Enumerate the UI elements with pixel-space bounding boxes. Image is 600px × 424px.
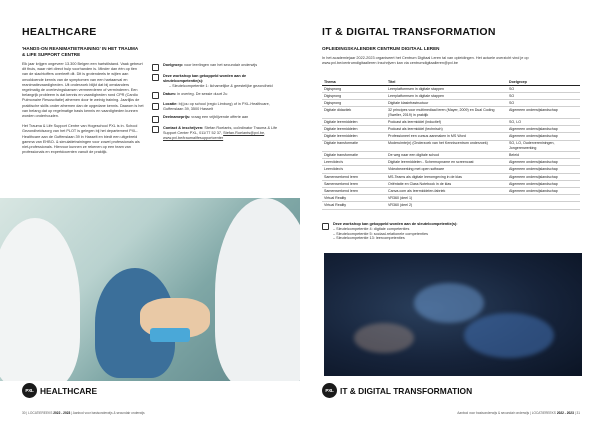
mail-icon — [152, 126, 159, 133]
paragraph-1: Elk jaar krijgen ongeveer 13.300 Belgen een hartstilstand. Vaak gebeurt dit thuis, waar niet direct hulp voorhanden is. Minder dan één op tien van de slachtoffers overleeft dit. Dit is grotendeels te wijten aan onvoldoende kennis van de symptomen van een hartaanval en reanimatievaardigheden. Uit onderzoek blijkt dat bij omstanders regelmatig de overlevingskansen vermeerderen of verminderen. Een belangrijk probleem is dat kennis en vaardigheden rond CPR (Cardio Pulmonaire Resuscitatie) afnemen door te weinig training. Jaarlijks de praktische skills onder afnemen dan de opgedane kennis. Daarom is het van belang dat op regelmatige basis kennis en vaardigheden kunnen worden onderhouden. — [22, 62, 144, 119]
calendar-subhead: OPLEIDINGSKALENDER CENTRUM DIGITAAL LEREN — [322, 46, 440, 51]
cell-doelgroep: SO — [507, 92, 580, 99]
cell-titel: MS-Teams als digitale leeromgeving in de klas — [386, 173, 507, 180]
people-icon — [152, 64, 159, 71]
competence-item: – Sleutelcompetentie 13: leercompetenties — [333, 236, 405, 241]
cpr-training-photo — [0, 198, 300, 381]
check-icon — [152, 74, 159, 81]
cell-thema: Digitale transformatie — [322, 140, 386, 152]
competence-item: – Sleutelcompetentie 5: sociaal-relationele competenties — [333, 231, 428, 236]
table-row — [322, 118, 580, 125]
table-row — [322, 126, 580, 133]
contact-email-link[interactable]: Stefan.Roelants@pxl.be — [223, 130, 265, 135]
cell-titel: Digitale leermiddelen - Schermopname en screencast — [386, 159, 507, 166]
table-row — [322, 173, 580, 180]
cell-doelgroep: Algemeen onderwijslandschap — [507, 180, 580, 187]
competence-item: – Sleutelcompetentie 4: digitale competenties — [333, 226, 410, 231]
cell-doelgroep: Algemeen onderwijslandschap — [507, 166, 580, 173]
cell-doelgroep: SO — [507, 100, 580, 107]
cell-titel: Leerplatformsen in digitale stappen — [386, 92, 507, 99]
table-row — [322, 159, 580, 166]
cell-thema: Virtual Reality — [322, 202, 386, 209]
cell-thema: Digisprong — [322, 92, 386, 99]
it-tag — [322, 383, 472, 398]
cell-titel: 32 principes voor multimediaal leren (Mayer, 2009) en Dual Coding (Sweller, 2019) in praktijk — [386, 107, 507, 119]
section-title-healthcare: HEALTHCARE — [22, 26, 97, 38]
workshop-subhead: 'HANDS-ON REANIMATIETRAINING' IN HET TRAUMA & LIFE SUPPORT CENTRE — [22, 46, 139, 57]
table-row — [322, 195, 580, 202]
competence-list — [322, 222, 580, 241]
cell-doelgroep: SO, LO — [507, 118, 580, 125]
cell-thema: Digitale leermiddelen — [322, 118, 386, 125]
competence-label: Deze workshop kan gekoppeld worden aan de sleutelcompetentie(s): — [333, 222, 458, 226]
paragraph-2: Het Trauma & Life Support Centre van Hogeschool PXL is in. School Gezondheidszorg van het PLOT is gelegen bij het departement PXL-Healthcare aan de Guffenslaan 39 in Hasselt en biedt een uitgebreid gamma van EHBO- & simulatietrainingen voor zowel professionals als niet-professionals. Hiervoor kunnen ze rekenen op een team van professionals en expertdocenten vanuit de praktijk. — [22, 124, 140, 155]
cell-thema: Digisprong — [322, 100, 386, 107]
cell-thema: Digitale leermiddelen — [322, 126, 386, 133]
cell-doelgroep: SO, LO, Oudervereniningen, Jongerenwerking — [507, 140, 580, 152]
laptop-hands-photo — [324, 253, 582, 376]
cell-thema: Virtual Reality — [322, 195, 386, 202]
col-thema: Thema — [322, 79, 386, 85]
cell-titel: Professioneel een cursus aanmaken in MS Word — [386, 133, 507, 140]
cell-titel: Leerplatformsen in digitale stappen — [386, 85, 507, 92]
workshop-description — [22, 62, 144, 160]
cell-doelgroep: Algemeen onderwijslandschap — [507, 159, 580, 166]
info-contact: Contact & inschrijven: Stefan Roelants, coördinator Trauma & Life Support Center PXL, 011/77 52 37, Stefan.Roelants@pxl.be, www.pxl.be/traumalifesupportcenter — [152, 126, 282, 141]
table-row — [322, 180, 580, 187]
location-pin-icon — [152, 103, 159, 110]
cell-doelgroep: Beleid — [507, 152, 580, 159]
cell-titel: Videobewerking met open software — [386, 166, 507, 173]
cell-titel: Digitale klasinfrastructuur — [386, 100, 507, 107]
cell-thema: Digitale didactiek — [322, 107, 386, 119]
cell-thema: Samenwerkend leren — [322, 173, 386, 180]
cell-doelgroep: SO — [507, 85, 580, 92]
col-doelgroep: Doelgroep — [507, 79, 580, 85]
cell-titel: De weg naar een digitale school — [386, 152, 507, 159]
table-row — [322, 152, 580, 159]
healthcare-tag — [22, 383, 97, 398]
table-row — [322, 202, 580, 209]
info-locatie: Locatie: bij jou op school (regio Limburg) of in PXL-Healthcare, Guffenslaan 39, 3500 Hasselt — [152, 102, 282, 112]
page-right — [300, 0, 600, 424]
cell-thema: Leerviideo's — [322, 166, 386, 173]
table-row — [322, 107, 580, 119]
info-doelgroep: Doelgroep: voor leerlingen van het secundair onderwijs — [152, 63, 282, 71]
col-titel: Titel — [386, 79, 507, 85]
cell-titel: VR360 (deel 1) — [386, 195, 507, 202]
tag-label: IT & DIGITAL TRANSFORMATION — [340, 385, 473, 396]
table-row — [322, 100, 580, 107]
page-footer-left: 30 | LOCATIEREEKS 2022 - 2023 | Aanbod voor basisonderwijs & secundair onderwijs — [22, 411, 145, 415]
cell-doelgroep — [507, 202, 580, 209]
cell-titel: Oriëntatie en Class Notebook in de klas — [386, 180, 507, 187]
cell-thema: Leerviideo's — [322, 159, 386, 166]
calendar-icon — [152, 92, 159, 99]
cell-doelgroep: Algemeen onderwijslandschap — [507, 133, 580, 140]
cell-doelgroep — [507, 195, 580, 202]
cell-thema: Digisprong — [322, 85, 386, 92]
info-datum: Datum: in overleg. De sessie duurt 2u — [152, 92, 282, 100]
cell-titel: Podcast als leermiddel (inductief) — [386, 118, 507, 125]
pxl-logo: PXL — [322, 383, 337, 398]
info-prijs: Deelnameprijs: vraag een vrijblijvende offerte aan — [152, 115, 282, 123]
table-row — [322, 85, 580, 92]
tag-label: HEALTHCARE — [40, 385, 98, 396]
info-box — [152, 63, 282, 144]
pxl-logo: PXL — [22, 383, 37, 398]
table-row — [322, 140, 580, 152]
cell-thema: Digitale transformatie — [322, 152, 386, 159]
cell-titel: Podcast als leermiddel (technisch) — [386, 126, 507, 133]
table-row — [322, 92, 580, 99]
cell-doelgroep: Algemeen onderwijslandschap — [507, 188, 580, 195]
table-row — [322, 188, 580, 195]
calendar-intro: In het academiejaar 2022-2023 organiseert het Centrum Digitaal Leren tal van opleidingen. Het actuele overzicht vind je op www.pxl.be/centrumdigitaalleren Inschrijven kan via centrumdigitaalleren@pxl.be — [322, 56, 529, 66]
cell-thema: Digitale leermiddelen — [322, 133, 386, 140]
section-title-it: IT & DIGITAL TRANSFORMATION — [322, 26, 496, 38]
page-footer-right: Aanbod voor basisonderwijs & secundair onderwijs | LOCATIEREEKS 2022 - 2023 | 31 — [457, 411, 580, 415]
info-competentie: Deze workshop kan gekoppeld worden aan de sleutelcompetentie(s): – Sleutelcompetentie 1: lichamelijke & geestelijke gezondheid — [152, 74, 282, 89]
training-calendar-table — [322, 79, 580, 210]
cell-thema: Samenwerkend leren — [322, 188, 386, 195]
cell-titel: Moderuimte(n) (Onderzoek van het Kenniscentrum onderzoek) — [386, 140, 507, 152]
cell-titel: Canva.com als leermiddelen-fabriek — [386, 188, 507, 195]
euro-icon — [152, 116, 159, 123]
cell-doelgroep: Algemeen onderwijslandschap — [507, 173, 580, 180]
contact-web-link[interactable]: www.pxl.be/traumalifesupportcenter — [163, 135, 224, 140]
table-row — [322, 133, 580, 140]
cell-doelgroep: Algemeen onderwijslandschap — [507, 126, 580, 133]
cell-doelgroep: Algemeen onderwijslandschap — [507, 107, 580, 119]
check-icon — [322, 223, 329, 230]
cell-thema: Samenwerkend leren — [322, 180, 386, 187]
cell-titel: VR360 (deel 2) — [386, 202, 507, 209]
table-row — [322, 166, 580, 173]
